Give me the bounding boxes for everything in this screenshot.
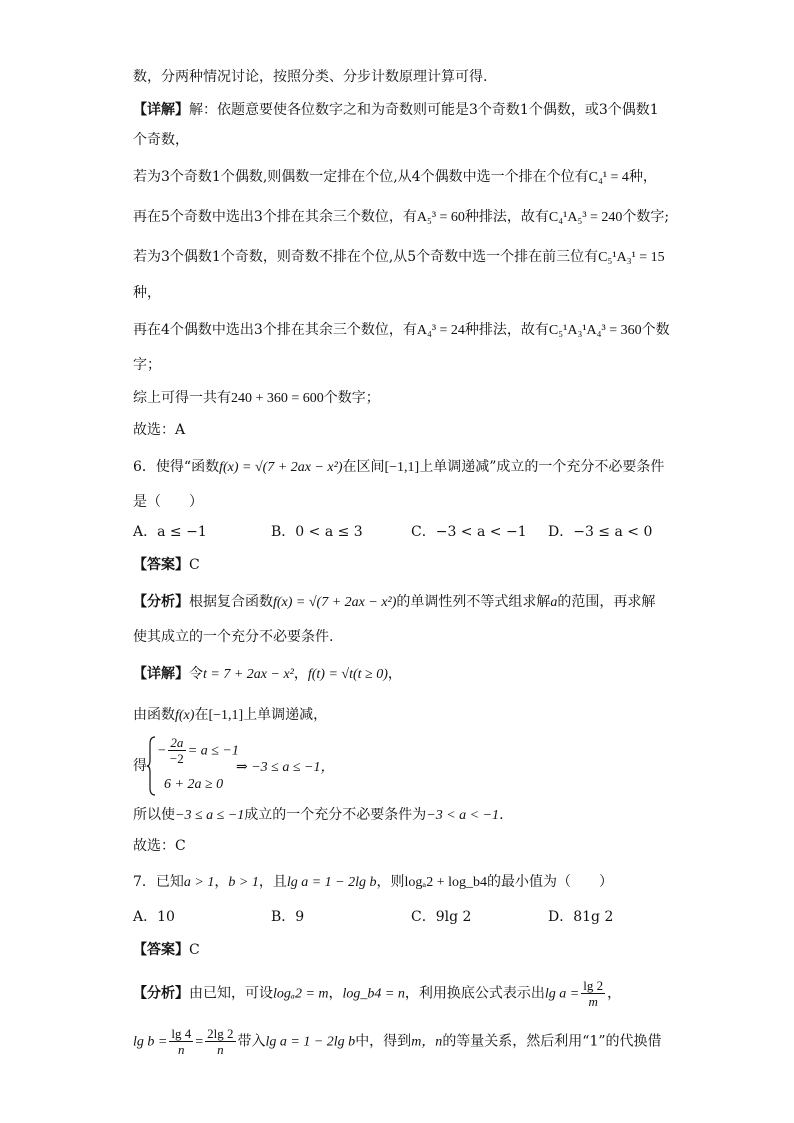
math-expr: lg b = (133, 1034, 168, 1050)
q6-monotonic: 由函数f(x)在[−1,1]上单调递减， (133, 707, 328, 723)
analysis-tag: 【分析】 (133, 985, 189, 1002)
q6-answer: 【答案】C (133, 557, 200, 573)
q6-system-row-2: 6 + 2a ≥ 0 (164, 777, 224, 792)
q6-analysis: 【分析】根据复合函数f(x) = √(7 + 2ax − x²)的单调性列不等式组求解a的范围，再求解 (133, 594, 656, 610)
math-expr: A₄³ = 24 (416, 323, 465, 338)
math-expr: lg a = (544, 986, 580, 1002)
solution-line-7: 种， (133, 285, 161, 301)
math-expr: [−1,1] (208, 708, 244, 723)
q6-detail: 【详解】令t = 7 + 2ax − x²，f(t) = √t(t ≥ 0)， (133, 666, 402, 682)
math-expr: logₐ2 + log_b4 (404, 875, 488, 890)
math-expr: −3 < a < −1 (426, 808, 500, 823)
math-expr: C₄¹A₅³ = 240 (548, 210, 623, 225)
math-expr: a > 1 (183, 875, 215, 890)
math-expr: lg a = 1 − 2lg b (265, 1034, 356, 1050)
solution-line-8: 再在4个偶数中选出3个排在其余三个数位，有A₄³ = 24种排法，故有C₅¹A₃¹A₄³ = 360个数 (133, 322, 670, 338)
analysis-tag: 【分析】 (133, 594, 189, 610)
math-expr: 240 + 360 = 600 (231, 391, 324, 406)
q6-final: 故选：C (133, 838, 186, 854)
solution-line-6: 若为3个偶数1个奇数，则奇数不排在个位,从5个奇数中选一个排在前三位有C₅¹A₃¹ = 15 (133, 249, 665, 265)
q6-option-d: D．−3 ≤ a < 0 (548, 524, 653, 540)
q7-analysis-cont: lg b = $\frac{\lg 4}{n}$ = $\frac{2\lg 2}{n}$ 带入lg a = 1 − 2lg b中，得到m，n的等量关系，然后利用“1”的代换借 (133, 1026, 662, 1057)
math-expr: lg a = 1 − 2lg b (286, 875, 377, 890)
math-expr: f(x) = √(7 + 2ax − x²) (219, 460, 343, 475)
solution-final-5: 故选：A (133, 422, 186, 438)
answer-tag: 【答案】 (133, 557, 189, 573)
detail-tag: 【详解】 (133, 666, 189, 682)
math-expr: b > 1 (228, 875, 259, 890)
q7-option-a: A．10 (133, 909, 175, 925)
math-expr: A₅³ = 60 (416, 210, 465, 225)
math-expr: logₐ2 = m (273, 986, 329, 1002)
math-expr: C₅¹A₃¹A₄³ = 360 (548, 323, 642, 338)
q7-analysis: 【分析】由已知，可设logₐ2 = m，log_b4 = n，利用换底公式表示出lg a = $\frac{\lg 2}{m}$ ， (133, 978, 622, 1009)
q7-stem: 7．已知a > 1，b > 1，且lg a = 1 − 2lg b，则logₐ2 + log_b4的最小值为（ ） (133, 874, 614, 890)
math-expr: t = 7 + 2ax − x² (203, 667, 294, 682)
q7-option-c: C．9lg 2 (411, 909, 472, 925)
q6-stem: 6．使得“函数f(x) = √(7 + 2ax − x²)在区间[−1,1]上单调递减”成立的一个充分不必要条件 (133, 459, 665, 475)
solution-line-5: 再在5个奇数中选出3个排在其余三个数位，有A₅³ = 60种排法，故有C₄¹A₅³ = 240个数字; (133, 209, 670, 225)
brace-icon (146, 736, 156, 796)
q7-option-d: D．81g 2 (548, 909, 614, 925)
q6-system-prefix: 得 (133, 758, 147, 774)
q6-system-result: ⇒ −3 ≤ a ≤ −1， (236, 760, 335, 775)
math-expr: C₅¹A₃¹ = 15 (598, 250, 665, 265)
math-expr: [−1,1] (384, 460, 420, 475)
solution-line-1: 数，分两种情况讨论，按照分类、分步计数原理计算可得. (133, 69, 488, 85)
q6-option-b: B．0 < a ≤ 3 (271, 524, 363, 540)
math-expr: f(t) = √t(t ≥ 0) (307, 667, 388, 682)
math-expr: f(x) (175, 708, 195, 723)
q6-conclusion: 所以使−3 ≤ a ≤ −1成立的一个充分不必要条件为−3 < a < −1. (133, 807, 504, 823)
q6-analysis-cont: 使其成立的一个充分不必要条件. (133, 629, 334, 645)
solution-line-3: 个奇数， (133, 132, 189, 148)
q6-system-row-1: − $\frac{2a}{-2}$ = a ≤ −1 (158, 735, 239, 766)
solution-line-9: 字； (133, 357, 161, 373)
math-expr: C₄¹ = 4 (588, 170, 629, 185)
q7-answer: 【答案】C (133, 942, 200, 958)
math-expr: −3 ≤ a ≤ −1 (175, 808, 245, 823)
solution-line-2: 【详解】解：依题意要使各位数字之和为奇数则可能是3个奇数1个偶数，或3个偶数1 (133, 102, 659, 118)
q6-stem-cont: 是（ ） (133, 494, 203, 510)
math-expr: f(x) = √(7 + 2ax − x²) (273, 595, 397, 610)
solution-line-10: 综上可得一共有240 + 360 = 600个数字； (133, 390, 380, 406)
math-expr: log_b4 = n (342, 986, 405, 1002)
solution-line-4: 若为3个奇数1个偶数,则偶数一定排在个位,从4个偶数中选一个排在个位有C₄¹ = 4种， (133, 169, 657, 185)
q6-option-a: A．a ≤ −1 (133, 524, 207, 540)
q7-option-b: B．9 (271, 909, 305, 925)
q6-option-c: C．−3 < a < −1 (411, 524, 527, 540)
answer-tag: 【答案】 (133, 942, 189, 958)
detail-tag: 【详解】 (133, 102, 189, 118)
